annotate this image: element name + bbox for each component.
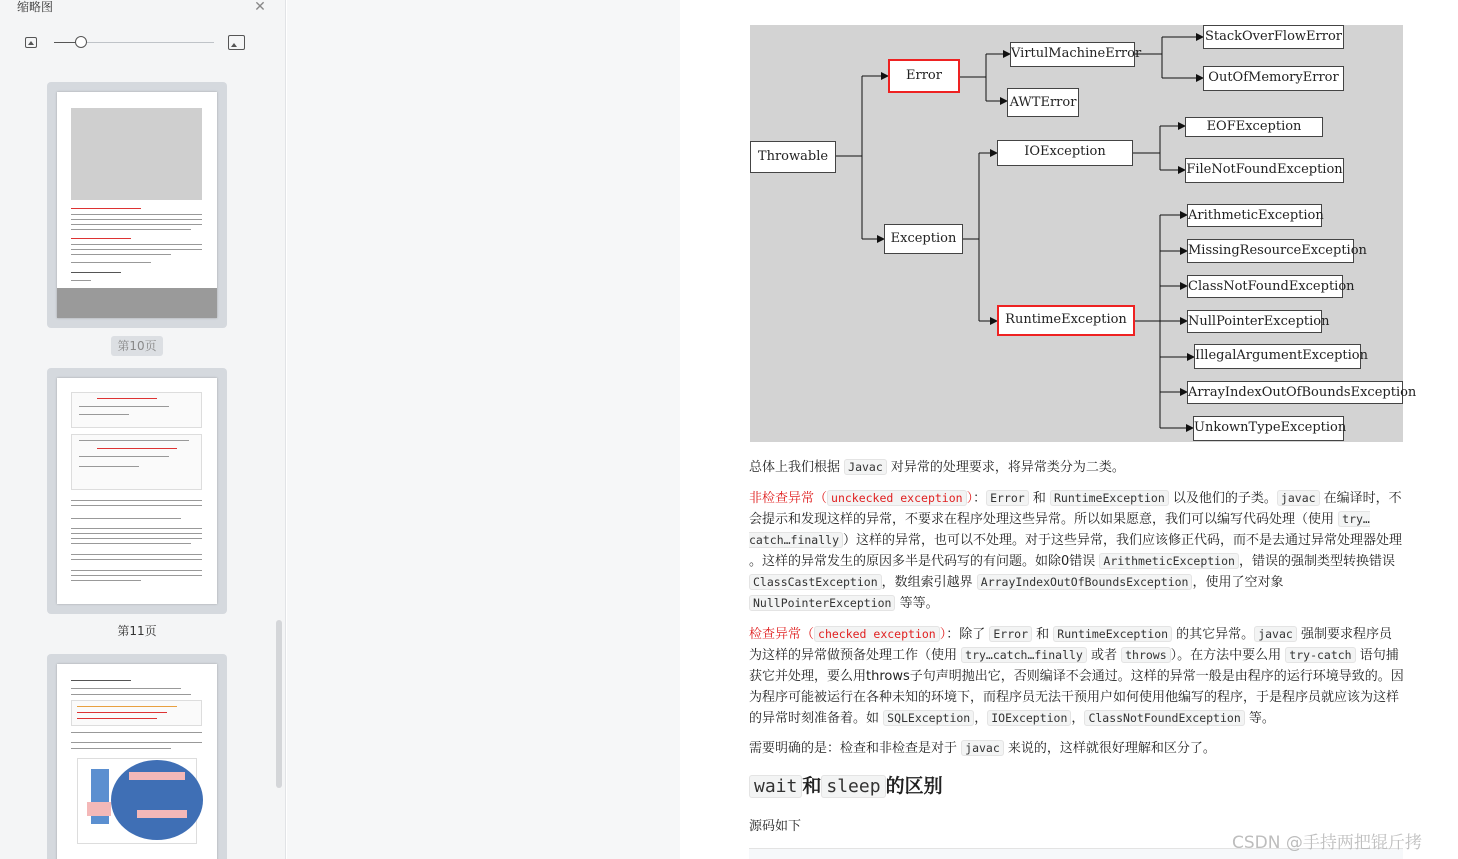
source-label: 源码如下 — [749, 819, 802, 834]
inline-code: wait — [749, 775, 802, 798]
node-eofexception: EOFException — [1185, 117, 1323, 137]
checked-label: 检查异常（ — [749, 627, 815, 642]
thumbnail-diagram — [71, 108, 202, 200]
node-outofmemoryerror: OutOfMemoryError — [1203, 66, 1344, 91]
node-exception: Exception — [884, 224, 963, 254]
thumbnail-page-10[interactable] — [47, 82, 227, 328]
node-error: Error — [888, 59, 960, 93]
node-awterror: AWTError — [1007, 88, 1079, 117]
checked-exception-paragraph: 检查异常（ checked exception ）：除了 Error 和 RuntimeException 的其它异常。 javac 强制要求程序员为这样的异常做预备处理工作（使用 try…catch…finally 或者 throws ）。在方法中要么用 try-catch 语句捕获它并处理，要么用throws子句声明抛出它，否则编译不会通过。这样的异常一般是由程序的运行环境导致的。因为程序可能被运行在各种未知的环境下，而程序员无法干预用户如何使用他编写的程序，于是程序员就应该为这样的异常时刻准备着。如 SQLException ， IOException ， ClassNotFoundException 等。 — [749, 627, 1404, 726]
intro-paragraph: 总体上我们根据 Javac 对异常的处理要求，将异常类分为二类。 — [749, 460, 1125, 475]
node-ioexception: IOException — [997, 140, 1133, 166]
thumbnail-sidebar — [0, 0, 286, 859]
thumbnail-zoom-toolbar — [20, 33, 250, 53]
canvas-background — [287, 0, 680, 859]
node-filenotfoundexception: FileNotFoundException — [1185, 158, 1344, 183]
unchecked-exception-paragraph: 非检查异常（ unckecked exception ）： Error 和 RuntimeException 以及他们的子类。 javac 在编译时，不会提示和发现这样的异常，不要求在程序处理这些异常。所以如果愿意，我们可以编写代码处理（使用 try…catch…finally ）这样的异常，也可以不处理。对于这些异常，我们应该修正代码，而不是去通过异常处理器处理 。这样的异常发生的原因多半是代码写的有问题。如除0错误 ArithmeticException ，错误的强制类型转换错误 ClassCastException ，数组索引越界 ArrayIndexOutOfBoundsException ，使用了空对象 NullPointerException 等等。 — [749, 491, 1403, 611]
thumbnail-preview — [57, 92, 217, 318]
document-page — [680, 0, 1458, 859]
node-arrayindexoutofboundsexception: ArrayIndexOutOfBoundsException — [1187, 381, 1403, 404]
inline-code: javac — [961, 740, 1004, 756]
thumbnail-preview — [57, 378, 217, 604]
node-classnotfoundexception: ClassNotFoundException — [1187, 275, 1343, 298]
thumbnail-page-11[interactable] — [47, 368, 227, 614]
node-missingresourceexception: MissingResourceException — [1187, 239, 1354, 263]
node-arithmeticexception: ArithmeticException — [1187, 204, 1322, 227]
inline-code: checked exception — [814, 626, 940, 642]
image-large-icon[interactable] — [228, 35, 245, 50]
exception-hierarchy-diagram — [750, 25, 1417, 442]
node-throwable: Throwable — [750, 141, 836, 173]
section-heading: wait 和 sleep 的区别 — [749, 771, 943, 802]
node-nullpointerexception: NullPointerException — [1187, 310, 1322, 333]
unchecked-label: 非检查异常（ — [749, 491, 828, 506]
inline-code: sleep — [821, 775, 885, 798]
thumbnail-preview — [57, 664, 217, 859]
watermark: CSDN @手持两把锟斤拷 — [1232, 833, 1422, 853]
node-unkowntypeexception: UnkownTypeException — [1193, 416, 1344, 441]
thumbnail-page-12[interactable] — [47, 654, 227, 859]
clarify-paragraph: 需要明确的是：检查和非检查是对于 javac 来说的，这样就很好理解和区分了。 — [749, 741, 1216, 756]
node-stackoverflowerror: StackOverFlowError — [1203, 25, 1344, 49]
sidebar-scrollbar[interactable] — [276, 620, 282, 788]
image-small-icon[interactable] — [25, 37, 37, 48]
zoom-slider-handle[interactable] — [75, 36, 87, 48]
thumbnail-code-block — [57, 288, 217, 318]
inline-code: unckecked exception — [827, 490, 967, 506]
thumbnail-label-page-11[interactable]: 第11页 — [117, 624, 157, 638]
node-runtimeexception: RuntimeException — [997, 305, 1135, 336]
node-virtulmachineerror: VirtulMachineError — [1010, 42, 1135, 67]
thumbnail-label-page-10[interactable]: 第10页 — [111, 336, 163, 356]
sidebar-title: 缩略图 — [17, 0, 54, 14]
inline-code: Javac — [844, 459, 887, 475]
close-icon[interactable]: ✕ — [254, 0, 266, 15]
node-illegalargumentexception: IllegalArgumentException — [1194, 344, 1361, 369]
